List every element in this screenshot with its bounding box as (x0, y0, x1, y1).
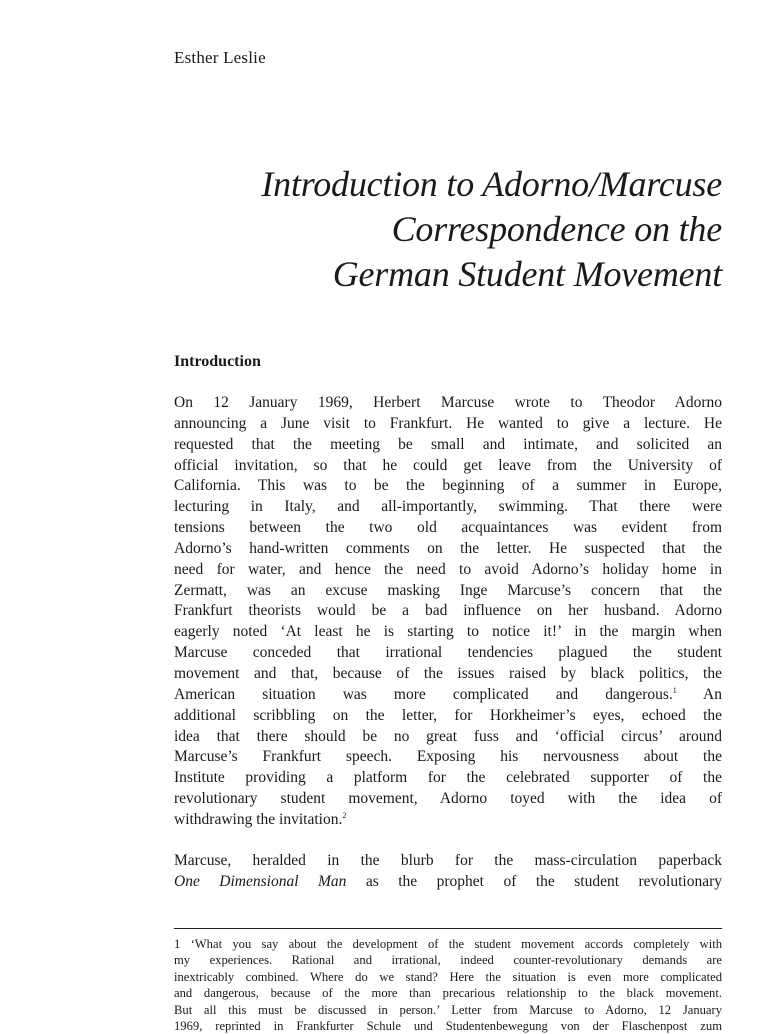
text-line-with-footnote (174, 685, 722, 706)
text-line: Frankfurt theorists would be a bad influence on her husband. Adorno (174, 602, 722, 620)
text-line: Institute providing a platform for the celebrated supporter of the (174, 769, 722, 787)
author-name: Esther Leslie (174, 48, 266, 67)
text-line: need for water, and hence the need to avoid Adorno’s holiday home in (174, 560, 722, 578)
text-segment: An (703, 685, 722, 703)
text-line: idea that there should be no great fuss and ‘official circus’ around (174, 727, 722, 745)
article-title (162, 162, 722, 297)
footnote-line: and dangerous, because of the more than precarious relationship to the black movement. (174, 986, 722, 1001)
text-line: movement and that, because of the issues raised by black politics, the (174, 664, 722, 682)
footnote-ref-2[interactable]: 2 (342, 810, 347, 820)
text-line: Marcuse, heralded in the blurb for the mass-circulation paperback (174, 851, 722, 869)
text-line: Adorno’s hand-written comments on the letter. He suspected that the (174, 539, 722, 557)
text-line: California. This was to be the beginning of a summer in Europe, (174, 477, 722, 495)
section-heading: Introduction (174, 353, 261, 370)
text-line: On 12 January 1969, Herbert Marcuse wrote to Theodor Adorno (174, 394, 722, 411)
footnote-line: 1969, reprinted in Frankfurter Schule und Studentenbewegung von der Flaschenpost zum (174, 1019, 722, 1034)
footnote-ref-1[interactable]: 1 (672, 685, 677, 695)
footnotes (174, 936, 722, 1034)
footnote-line: But all this must be discussed in person.’ Letter from Marcuse to Adorno, 12 January (174, 1002, 722, 1017)
title-line-1: Introduction to Adorno/Marcuse (261, 164, 722, 204)
text-segment: withdrawing the invitation. (174, 810, 343, 828)
text-line (174, 872, 722, 893)
text-line: Marcuse conceded that irrational tendencies plagued the student (174, 644, 722, 662)
footnote-line: inextricably combined. Where do we stand? Here the situation is even more complicated (174, 969, 722, 984)
text-line: additional scribbling on the letter, for Horkheimer’s eyes, echoed the (174, 706, 722, 724)
footnote-line: 1 ‘What you say about the development of the student movement accords completely with (174, 937, 722, 951)
text-line: Zermatt, was an excuse masking Inge Marcuse’s concern that the (174, 581, 722, 599)
book-title: One Dimensional Man (174, 872, 347, 890)
text-line: Marcuse’s Frankfurt speech. Exposing his nervousness about the (174, 748, 722, 766)
title-line-2: Correspondence on the (391, 209, 722, 249)
text-segment: as the prophet of the student revolutionary (365, 872, 722, 890)
text-line (174, 810, 722, 831)
text-line: requested that the meeting be small and intimate, and solicited an (174, 435, 722, 453)
body-text (174, 393, 722, 892)
paragraph-2 (174, 851, 722, 893)
footnote-line: my experiences. Rational and irrational, indeed counter-revolutionary demands are (174, 953, 722, 968)
text-line: revolutionary student movement, Adorno toyed with the idea of (174, 790, 722, 808)
text-line: announcing a June visit to Frankfurt. He wanted to give a lecture. He (174, 414, 722, 432)
footnote-divider (174, 928, 722, 929)
text-line: lecturing in Italy, and all-importantly, swimming. That there were (174, 498, 722, 516)
title-line-3: German Student Movement (332, 254, 722, 294)
text-line: official invitation, so that he could get leave from the University of (174, 456, 722, 474)
text-segment: American situation was more complicated and dangerous. (174, 685, 673, 703)
text-line: eagerly noted ‘At least he is starting to notice it!’ in the margin when (174, 623, 722, 641)
text-line: tensions between the two old acquaintances was evident from (174, 519, 722, 537)
paragraph-1 (174, 393, 722, 831)
